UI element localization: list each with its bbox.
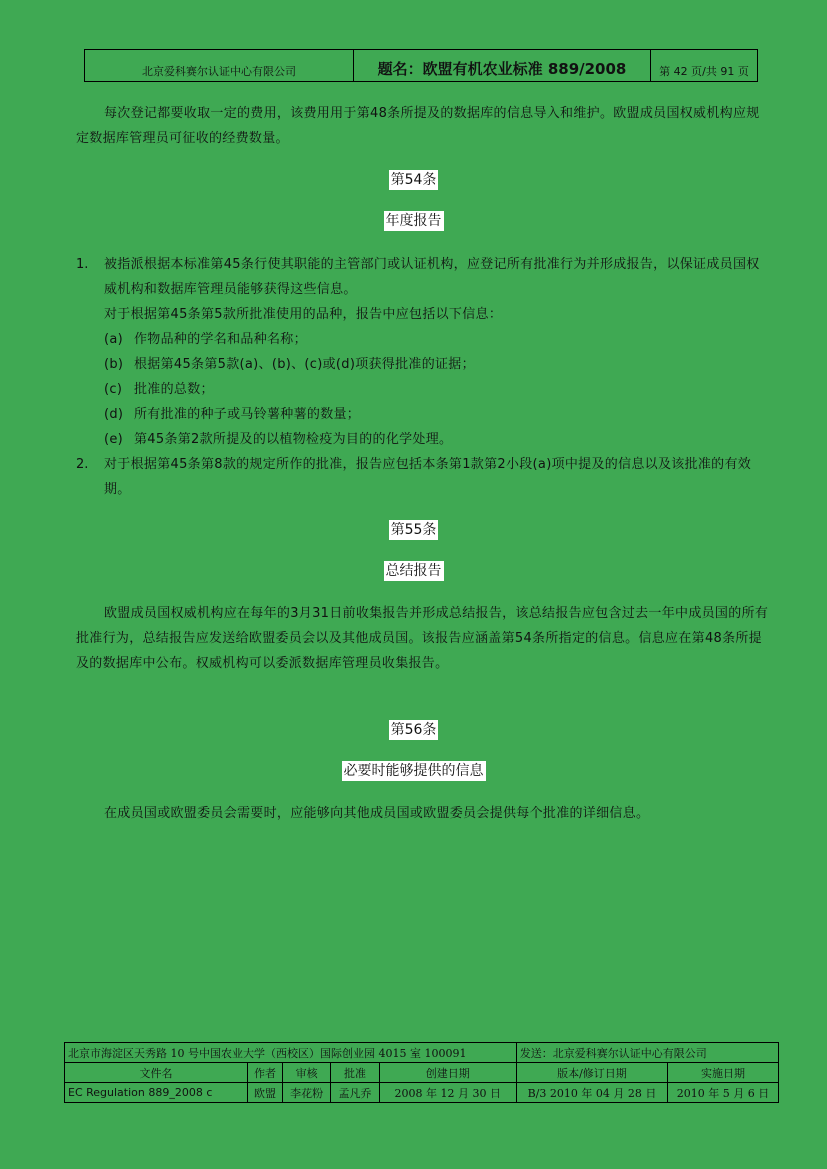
footer-value-cell: 2008 年 12 月 30 日: [379, 1083, 516, 1103]
article-54-heading-label: 年度报告: [385, 213, 442, 229]
subitem-e-text: 第45条第2款所提及的以植物检疫为目的的化学处理。: [134, 432, 453, 447]
footer-address: 北京市海淀区天秀路 10 号中国农业大学（西校区）国际创业园 4015 室 100091: [65, 1043, 517, 1063]
article-55-heading-label: 总结报告: [385, 563, 442, 579]
footer-header-cell: 审核: [282, 1063, 330, 1083]
footer-header-cell: 版本/修订日期: [516, 1063, 667, 1083]
subitem-c-text: 批准的总数；: [134, 382, 214, 397]
header-company: 北京爱科赛尔认证中心有限公司: [85, 50, 354, 81]
item-2-number: 2.: [76, 457, 89, 472]
item-1-number: 1.: [76, 257, 89, 272]
subitem-b-text: 根据第45条第5款(a)、(b)、(c)或(d)项获得批准的证据；: [134, 357, 475, 372]
article-56-number: [0, 719, 827, 739]
footer-table: [64, 1042, 779, 1103]
article-56-heading: [0, 760, 827, 780]
footer-value-cell: EC Regulation 889_2008 c: [65, 1083, 248, 1103]
intro-paragraph: 每次登记都要收取一定的费用，该费用用于第48条所提及的数据库的信息导入和维护。欧盟成员国权威机构应规定数据库管理员可征收的经费数量。: [76, 106, 760, 146]
subitem-e-label: (e): [104, 432, 124, 447]
footer-value-cell: 欧盟: [247, 1083, 282, 1103]
footer-value-cell: 李花粉: [282, 1083, 330, 1103]
article-56-heading-label: 必要时能够提供的信息: [343, 763, 484, 779]
item-1-text: 被指派根据本标准第45条行使其职能的主管部门或认证机构，应登记所有批准行为并形成报告，以保证成员国权威机构和数据库管理员能够获得这些信息。: [104, 257, 760, 297]
header-page-number: 第 42 页/共 91 页: [659, 65, 749, 78]
article-55-heading: [0, 560, 827, 580]
footer-header-row: [65, 1063, 779, 1083]
footer-send-to: 发送：北京爱科赛尔认证中心有限公司: [516, 1043, 778, 1063]
footer-header-cell: 实施日期: [668, 1063, 779, 1083]
footer-header-cell: 创建日期: [379, 1063, 516, 1083]
article-56-number-label: 第56条: [390, 722, 437, 738]
article-56-paragraph: 在成员国或欧盟委员会需要时，应能够向其他成员国或欧盟委员会提供每个批准的详细信息。: [104, 806, 650, 821]
subitem-d-text: 所有批准的种子或马铃薯种薯的数量；: [134, 407, 361, 422]
footer-value-cell: B/3 2010 年 04 月 28 日: [516, 1083, 667, 1103]
article-54-number-label: 第54条: [390, 172, 437, 188]
subitem-a-text: 作物品种的学名和品种名称；: [134, 332, 307, 347]
page-header: [84, 49, 758, 82]
article-54-number: [0, 169, 827, 189]
footer-value-row: [65, 1083, 779, 1103]
subitem-c-label: (c): [104, 382, 123, 397]
footer-header-cell: 批准: [331, 1063, 379, 1083]
article-55-number-label: 第55条: [390, 522, 437, 538]
footer-header-cell: 作者: [247, 1063, 282, 1083]
subitem-b-label: (b): [104, 357, 124, 372]
footer-value-cell: 2010 年 5 月 6 日: [668, 1083, 779, 1103]
article-55-paragraph: 欧盟成员国权威机构应在每年的3月31日前收集报告并形成总结报告，该总结报告应包含过去一年中成员国的所有批准行为，总结报告应发送给欧盟委员会以及其他成员国。该报告应涵盖第54条所指定的信息。信息应在第48条所提及的数据库中公布。权威机构可以委派数据库管理员收集报告。: [76, 606, 769, 671]
article-54-heading: [0, 210, 827, 230]
subitem-a-label: (a): [104, 332, 124, 347]
article-55-number: [0, 519, 827, 539]
item-1-subintro: 对于根据第45条第5款所批准使用的品种，报告中应包括以下信息：: [104, 307, 503, 322]
header-title: 题名：欧盟有机农业标准 889/2008: [354, 50, 651, 81]
footer-value-cell: 孟凡乔: [331, 1083, 379, 1103]
subitem-d-label: (d): [104, 407, 124, 422]
item-2-text: 对于根据第45条第8款的规定所作的批准，报告应包括本条第1款第2小段(a)项中提及的信息以及该批准的有效期。: [104, 457, 752, 497]
footer-header-cell: 文件名: [65, 1063, 248, 1083]
